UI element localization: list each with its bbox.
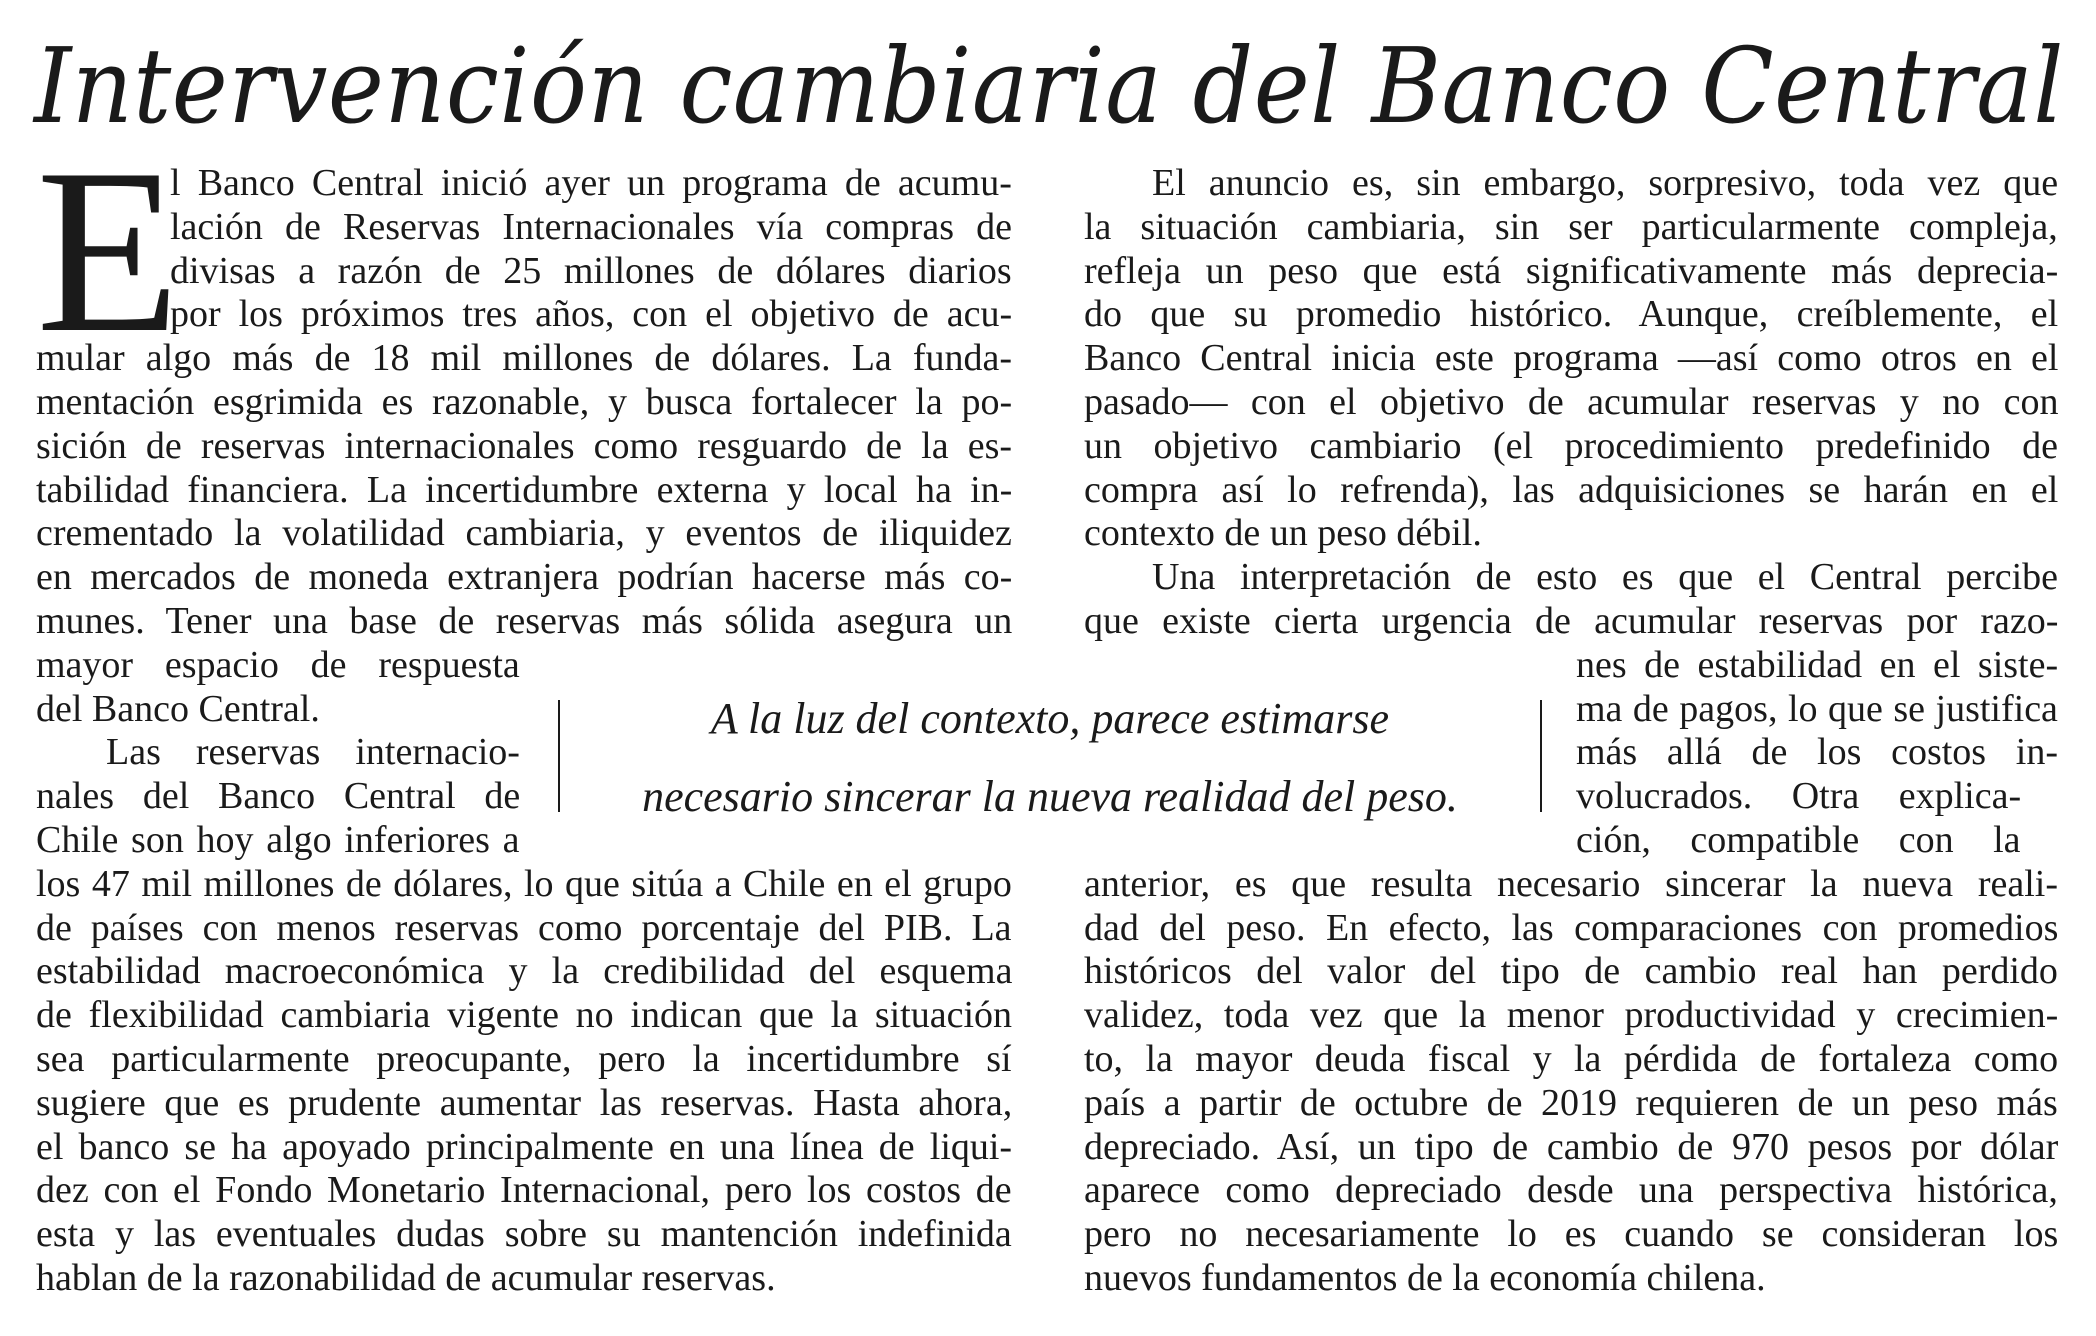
right-column-line: nuevos fundamentos de la economía chilena. [1084,1257,1766,1299]
left-column-line: por los próximos tres años, con el objetivo de acu- [170,293,1013,335]
right-column-line: Una interpretación de esto es que el Central percibe [1152,556,2059,598]
right-column-line: El anuncio es, sin embargo, sorpresivo, toda vez que [1152,162,2059,204]
left-column-line: del Banco Central. [36,688,320,730]
right-column-line: país a partir de octubre de 2019 requieren de un peso más [1084,1082,2058,1124]
right-column-line: que existe cierta urgencia de acumular reservas por razo- [1084,600,2059,642]
right-column-line: do que su promedio histórico. Aunque, creíblemente, el [1084,293,2059,335]
right-column-line: la situación cambiaria, sin ser particularmente compleja, [1084,206,2058,248]
left-column-line: de países con menos reservas como porcentaje del PIB. La [36,907,1012,949]
headline: Intervención cambiaria del Banco Central [34,25,2064,147]
left-column-line: hablan de la razonabilidad de acumular reservas. [36,1257,776,1299]
left-column-line: el banco se ha apoyado principalmente en una línea de liqui- [36,1126,1013,1168]
left-column-line: mentación esgrimida es razonable, y busca fortalecer la po- [36,381,1013,423]
right-column-line: compra así lo refrenda), las adquisiciones se harán en el [1084,469,2059,511]
left-column-line: sea particularmente preocupante, pero la incertidumbre sí [36,1038,1012,1080]
right-column-line: ción, compatible con la [1576,819,2021,861]
left-column-line: nales del Banco Central de [36,775,521,817]
left-column-line: mayor espacio de respuesta [36,644,520,686]
right-column-line: más allá de los costos in- [1576,731,2058,773]
right-column-line: depreciado. Así, un tipo de cambio de 970 pesos por dólar [1084,1126,2059,1168]
right-column-line: ma de pagos, lo que se justifica [1576,688,2058,730]
left-column-line: estabilidad macroeconómica y la credibilidad del esquema [36,950,1013,992]
pull-quote-line-1: A la luz del contexto, parece estimarse [710,694,1390,743]
left-column-line: divisas a razón de 25 millones de dólares diarios [170,250,1012,292]
right-column-line: anterior, es que resulta necesario sincerar la nueva reali- [1084,863,2058,905]
left-column-line: tabilidad financiera. La incertidumbre externa y local ha in- [36,469,1013,511]
right-column-line: aparece como depreciado desde una perspectiva histórica, [1084,1169,2058,1211]
right-column-line: validez, toda vez que la menor productividad y crecimien- [1084,994,2059,1036]
left-column-line: Las reservas internacio- [106,731,520,773]
left-column-line: lación de Reservas Internacionales vía compras de [170,206,1013,248]
left-column-line: esta y las eventuales dudas sobre su mantención indefinida [36,1213,1012,1255]
left-column-line: sugiere que es prudente aumentar las reservas. Hasta ahora, [36,1082,1013,1124]
right-column-line: dad del peso. En efecto, las comparaciones con promedios [1084,907,2059,949]
left-column-line: de flexibilidad cambiaria vigente no indican que la situación [36,994,1013,1036]
right-column-line: refleja un peso que está significativamente más deprecia- [1084,250,2059,292]
left-column-line: en mercados de moneda extranjera podrían hacerse más co- [36,556,1013,598]
pull-quote-rule-right [1540,700,1542,812]
left-column-line: sición de reservas internacionales como resguardo de la es- [36,425,1013,467]
drop-cap: E [36,121,181,382]
left-column-line: l Banco Central inició ayer un programa de acumu- [170,162,1012,204]
right-column-line: to, la mayor deuda fiscal y la pérdida de fortaleza como [1084,1038,2059,1080]
right-column-line: contexto de un peso débil. [1084,512,1482,554]
right-column-line: nes de estabilidad en el siste- [1576,644,2059,686]
left-column-line: Chile son hoy algo inferiores a [36,819,520,861]
left-column-line: crementado la volatilidad cambiaria, y eventos de iliquidez [36,512,1012,554]
left-column-line: mular algo más de 18 mil millones de dólares. La funda- [36,337,1013,379]
left-column-line: dez con el Fondo Monetario Internacional, pero los costos de [36,1169,1012,1211]
right-column-line: volucrados. Otra explica- [1576,775,2022,817]
right-column-line: históricos del valor del tipo de cambio real han perdido [1084,950,2058,992]
left-column-line: munes. Tener una base de reservas más sólida asegura un [36,600,1013,642]
pull-quote-line-2: necesario sincerar la nueva realidad del peso. [642,772,1458,821]
right-column-line: pasado— con el objetivo de acumular reservas y no con [1084,381,2059,423]
right-column-line: Banco Central inicia este programa —así como otros en el [1084,337,2059,379]
right-column-line: un objetivo cambiario (el procedimiento predefinido de [1084,425,2059,467]
right-column-line: pero no necesariamente lo es cuando se consideran los [1084,1213,2059,1255]
left-column-line: los 47 mil millones de dólares, lo que sitúa a Chile en el grupo [36,863,1012,905]
